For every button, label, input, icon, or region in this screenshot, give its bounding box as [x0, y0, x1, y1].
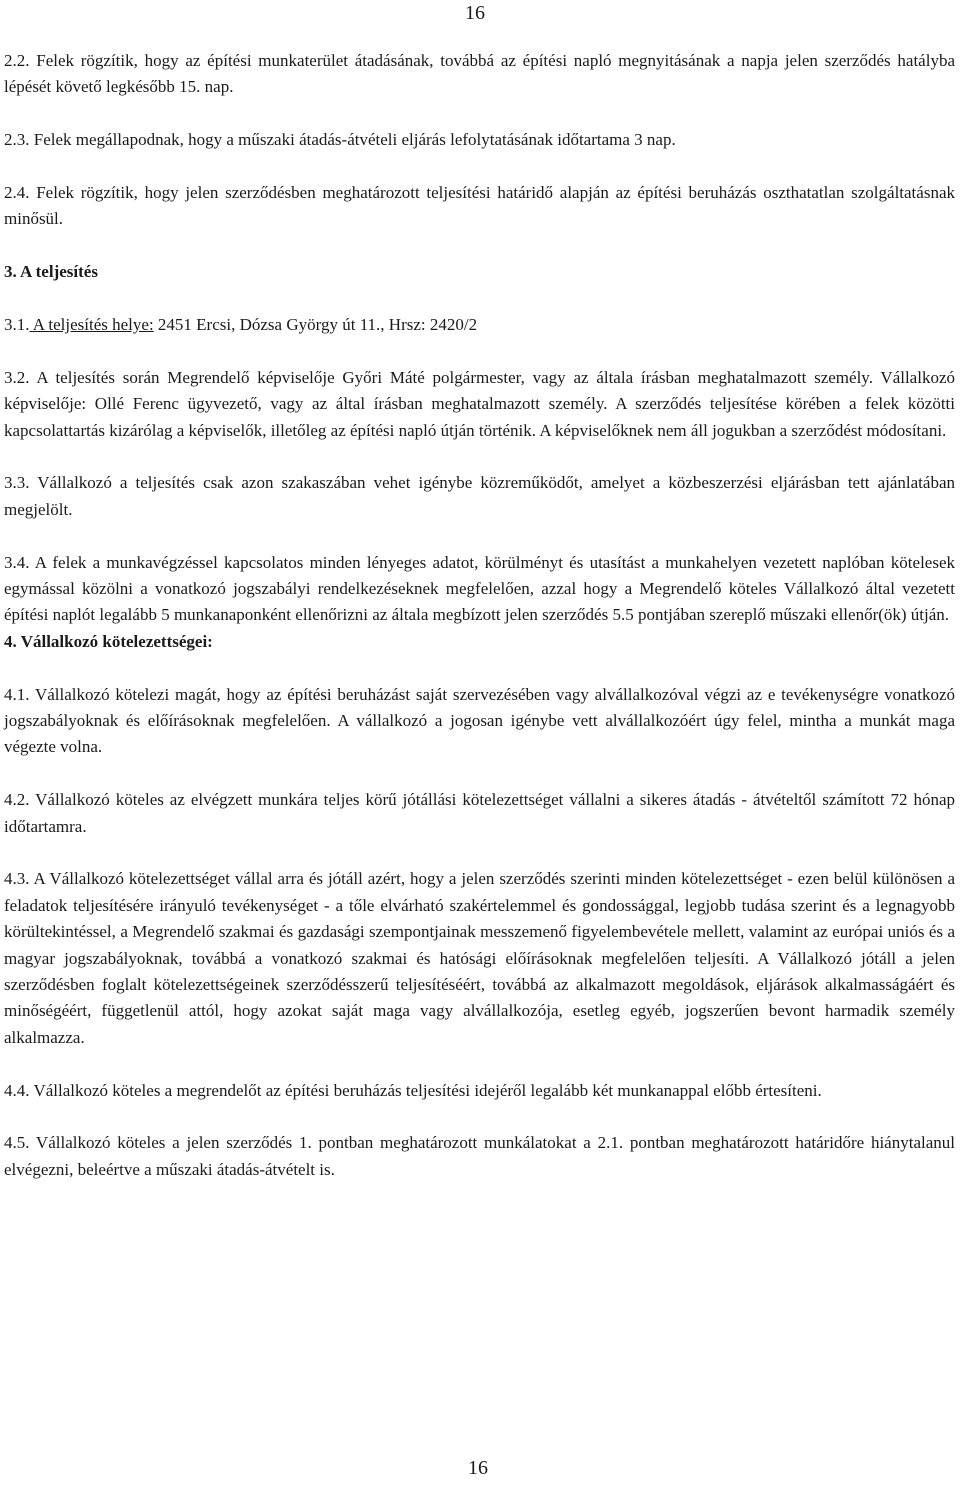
heading-section-3: 3. A teljesítés — [4, 262, 98, 282]
place-of-performance-label: A teljesítés helye: — [29, 315, 154, 334]
paragraph-3-1 — [4, 312, 955, 338]
page-number-top: 16 — [465, 2, 485, 24]
paragraph-3-3: 3.3. Vállalkozó a teljesítés csak azon szakaszában vehet igénybe közreműködőt, amelyet a közbeszerzési eljárásban tett ajánlatában megjelölt. — [4, 473, 955, 519]
paragraph-2-4: 2.4. Felek rögzítik, hogy jelen szerződésben meghatározott teljesítési határidő alapján az építési beruházás oszthatatlan szolgáltatásnak minősül. — [4, 183, 955, 229]
place-of-performance-address: 2451 Ercsi, Dózsa György út 11., Hrsz: 2420/2 — [153, 315, 478, 334]
paragraph-4-2: 4.2. Vállalkozó köteles az elvégzett munkára teljes körű jótállási kötelezettséget vállalni a sikeres átadás - átvételtől számított 72 hónap időtartamra. — [4, 790, 955, 836]
paragraph-4-5: 4.5. Vállalkozó köteles a jelen szerződés 1. pontban meghatározott munkálatokat a 2.1. pontban meghatározott határidőre hiánytalanul elvégezni, beleértve a műszaki átadás-átvételt is. — [4, 1133, 955, 1179]
paragraph-3-2: 3.2. A teljesítés során Megrendelő képviselője Győri Máté polgármester, vagy az általa írásban meghatalmazott személy. Vállalkozó képviselője: Ollé Ferenc ügyvezető, vagy az által írásban meghatalmazott személy. A szerződés teljesítése körében a felek közötti kapcsolattartás kizárólag a képviselők, illetőleg az építési napló útján történik. A képviselőknek nem áll jogukban a szerződést módosítani. — [4, 367, 955, 440]
paragraph-4-1: 4.1. Vállalkozó kötelezi magát, hogy az építési beruházást saját szervezésében vagy alvállalkozóval végzi az e tevékenységre vonatkozó jogszabályoknak és előírásoknak megfelelően. A vállalkozó a jogosan igénybe vett alvállalkozóért úgy felel, mintha a munkát maga végezte volna. — [4, 684, 955, 757]
paragraph-4-3: 4.3. A Vállalkozó kötelezettséget vállal arra és jótáll azért, hogy a jelen szerződés szerinti minden kötelezettséget - ezen belül különösen a feladatok teljesítésére irányuló tevékenységet - a tőle elvárható szakértelemmel és gondossággal, legjobb tudása szerint és a legnagyobb körültekintéssel, a Megrendelő szakmai és gazdasági szempontjainak messzemenő figyelembevétele mellett, valamint az európai uniós és a magyar jogszabályoknak, továbbá a vonatkozó szakmai és hatósági előírásoknak megfelelően teljesíti. A Vállalkozó jótáll a jelen szerződésben foglalt kötelezettségeinek szerződésszerű teljesítéséért, továbbá az alkalmazott megoldások, eljárások alkalmasságáért és minőségéért, függetlenül attól, hogy azokat saját maga vagy alvállalkozója, esetleg egyéb, jogszerűen bevont harmadik személy alkalmazza. — [4, 869, 955, 1047]
paragraph-3-4: 3.4. A felek a munkavégzéssel kapcsolatos minden lényeges adatot, körülményt és utasítást a munkahelyen vezetett naplóban kötelesek egymással közölni a vonatkozó jogszabályi rendelkezéseknek megfelelően, azzal hogy a Megrendelő köteles Vállalkozó által vezetett építési naplót legalább 5 munkanaponként ellenőrizni az általa megbízott jelen szerződés 5.5 pontjában szereplő műszaki ellenőr(ök) útján. — [4, 552, 955, 625]
paragraph-3-1-number: 3.1. — [4, 315, 30, 334]
page-number-bottom: 16 — [468, 1457, 488, 1479]
paragraph-2-2: 2.2. Felek rögzítik, hogy az építési munkaterület átadásának, továbbá az építési napló megnyitásának a napja jelen szerződés hatályba lépését követő legkésőbb 15. nap. — [4, 51, 955, 97]
heading-section-4: 4. Vállalkozó kötelezettségei: — [4, 631, 213, 651]
paragraph-4-4: 4.4. Vállalkozó köteles a megrendelőt az építési beruházás teljesítési idejéről legalább két munkanappal előbb értesíteni. — [4, 1080, 822, 1100]
paragraph-2-3: 2.3. Felek megállapodnak, hogy a műszaki átadás-átvételi eljárás lefolytatásának időtartama 3 nap. — [4, 130, 676, 150]
document-body — [4, 48, 955, 1183]
